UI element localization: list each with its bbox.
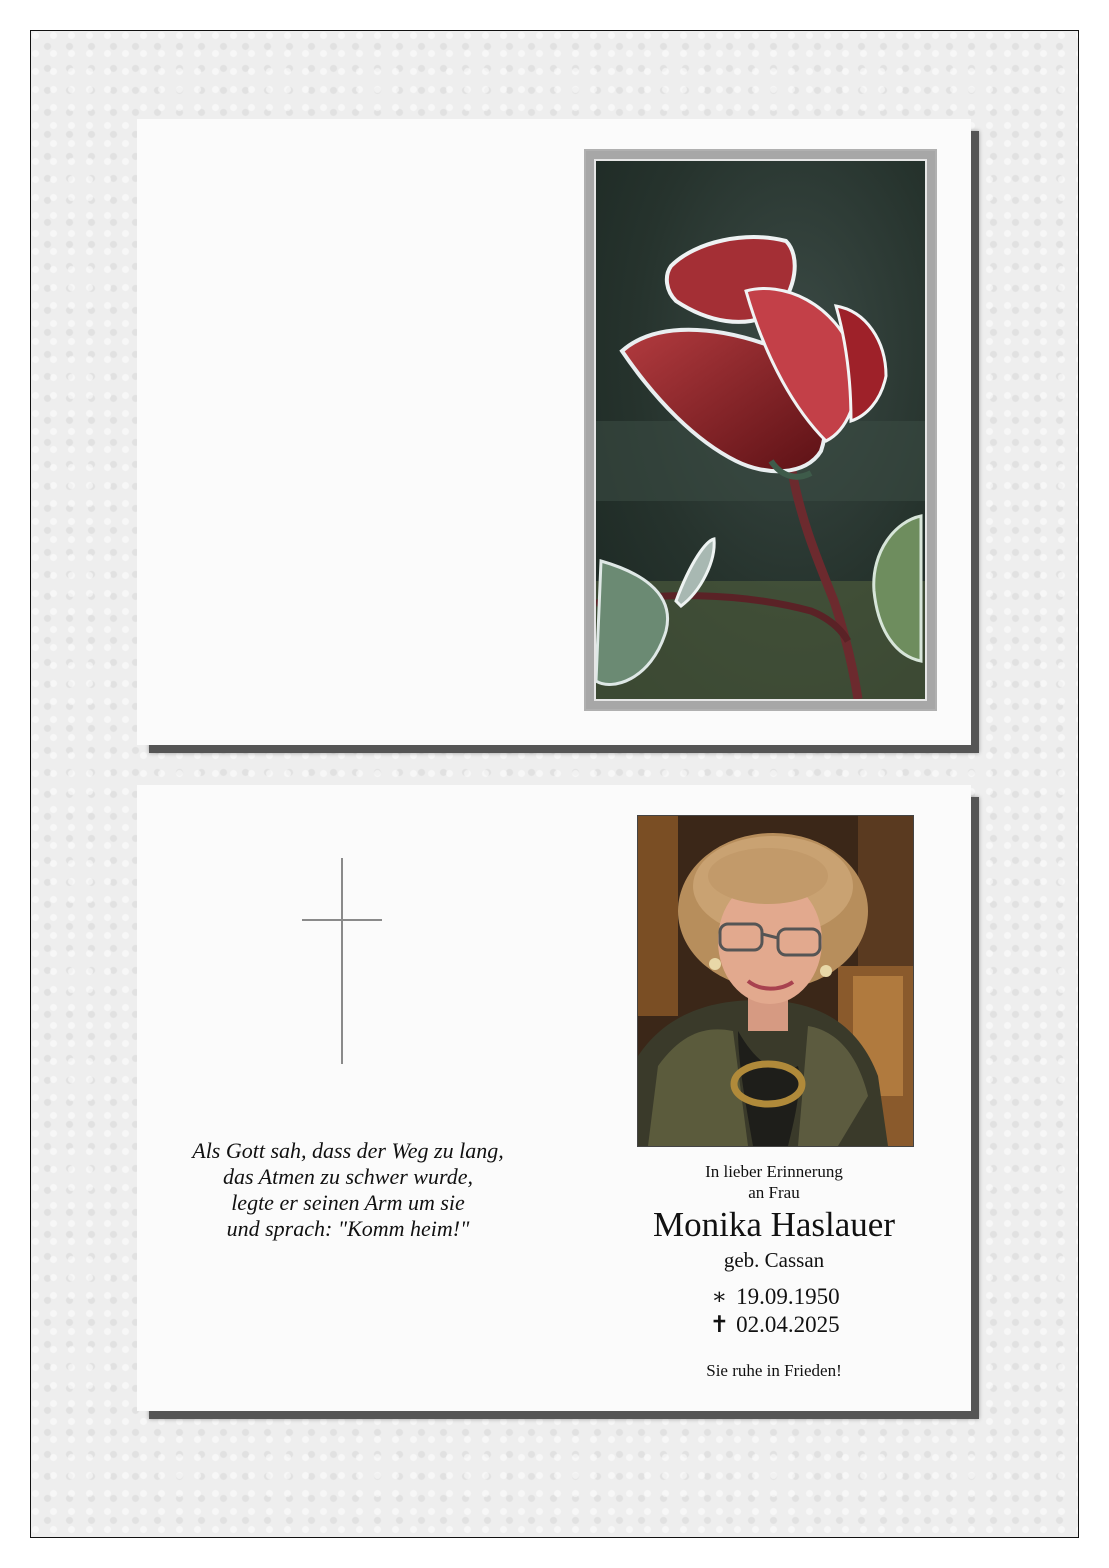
quote-line: legte er seinen Arm um sie	[231, 1190, 465, 1215]
death-date: 02.04.2025	[736, 1312, 840, 1337]
rose-photo	[594, 159, 927, 701]
cross-icon	[300, 858, 384, 1064]
quote-line: Als Gott sah, dass der Weg zu lang,	[192, 1138, 504, 1163]
birth-line	[624, 1283, 924, 1311]
closing-text: Sie ruhe in Frieden!	[706, 1361, 842, 1380]
deceased-name: Monika Haslauer	[652, 1205, 895, 1244]
birth-date: 19.09.1950	[736, 1284, 840, 1309]
maiden-name: geb. Cassan	[723, 1248, 825, 1272]
quote-line: und sprach: "Komm heim!"	[226, 1216, 470, 1241]
death-cross-icon: ✝	[709, 1312, 730, 1337]
memorial-quote	[150, 1138, 546, 1242]
portrait-photo	[637, 815, 914, 1147]
quote-line: das Atmen zu schwer wurde,	[223, 1164, 473, 1189]
rose-photo-frame	[584, 149, 937, 711]
death-line	[624, 1311, 924, 1339]
birth-star-icon: ∗	[711, 1284, 728, 1309]
memorial-line1: In lieber Erinnerung	[705, 1162, 843, 1181]
memorial-line2: an Frau	[748, 1183, 800, 1202]
